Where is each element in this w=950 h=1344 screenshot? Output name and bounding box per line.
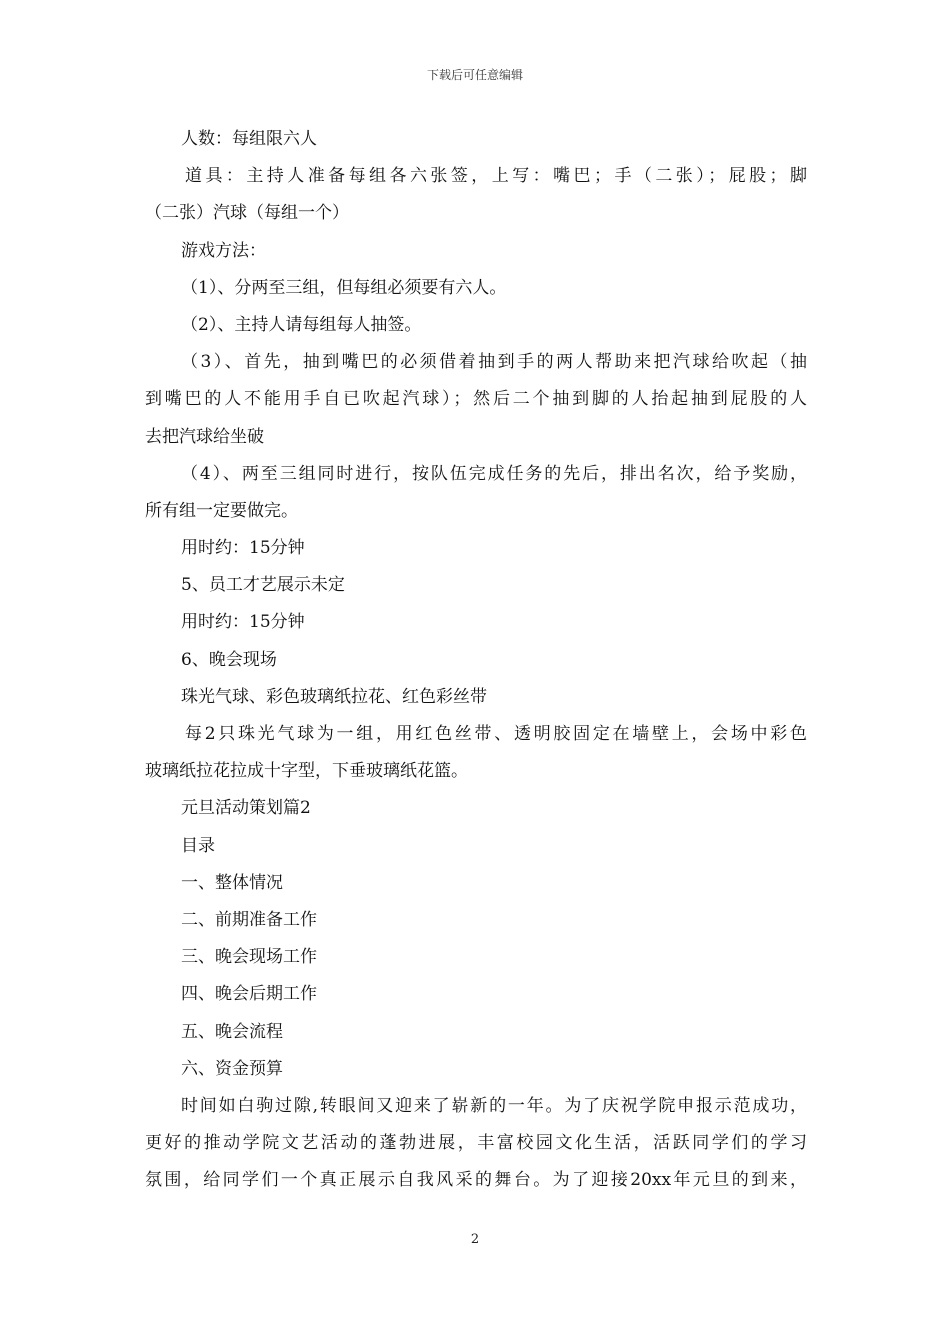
text-line: 到嘴巴的人不能用手自已吹起汽球）；然后二个抽到脚的人抬起抽到屁股的人: [145, 389, 807, 410]
page-number: 2: [470, 1232, 480, 1247]
text-line: 用时约：15分钟: [181, 612, 305, 633]
text-line: 人数：每组限六人: [181, 129, 317, 149]
text-line: 珠光气球、彩色玻璃纸拉花、红色彩丝带: [181, 686, 487, 707]
text-line: 游戏方法：: [181, 240, 266, 261]
text-line: 每2只珠光气球为一组，用红色丝带、透明胶固定在墙壁上，会场中彩色: [185, 724, 807, 744]
text-line: 6、晚会现场: [181, 649, 277, 670]
page-header: 下载后可任意编辑: [426, 68, 523, 82]
text-line: （4）、两至三组同时进行，按队伍完成任务的先后，排出名次，给予奖励，: [181, 463, 807, 484]
text-line: （2）、主持人请每组每人抽签。: [181, 314, 422, 335]
text-line: 一、整体情况: [181, 872, 283, 893]
text-line: 更好的推动学院文艺活动的蓬勃进展，丰富校园文化生活，活跃同学们的学习: [145, 1133, 807, 1154]
text-line: 玻璃纸拉花拉成十字型，下垂玻璃纸花篮。: [145, 761, 468, 782]
text-line: 元旦活动策划篇2: [181, 798, 311, 819]
text-line: 五、晚会流程: [181, 1021, 283, 1042]
text-line: 三、晚会现场工作: [181, 947, 317, 968]
text-line: 二、前期准备工作: [181, 909, 317, 930]
text-line: 氛围，给同学们一个真正展示自我风采的舞台。为了迎接20xx年元旦的到来，: [145, 1170, 807, 1191]
text-line: 5、员工才艺展示未定: [181, 575, 345, 596]
text-line: 所有组一定要做完。: [145, 500, 298, 521]
text-line: 六、资金预算: [181, 1058, 283, 1079]
text-line: 用时约：15分钟: [181, 538, 305, 559]
text-line: 道具：主持人准备每组各六张签，上写：嘴巴；手（二张）；屁股；脚: [185, 166, 807, 187]
text-line: （1）、分两至三组，但每组必须要有六人。: [181, 277, 507, 298]
document-body: [145, 121, 807, 1199]
text-line: （二张）汽球（每组一个）: [145, 203, 349, 224]
text-line: 四、晚会后期工作: [181, 984, 317, 1005]
text-line: 时间如白驹过隙,转眼间又迎来了崭新的一年。为了庆祝学院申报示范成功，: [181, 1095, 807, 1116]
text-line: （3）、首先，抽到嘴巴的必须借着抽到手的两人帮助来把汽球给吹起（抽: [181, 352, 807, 373]
text-line: 去把汽球给坐破: [145, 426, 264, 447]
text-line: 目录: [181, 835, 215, 856]
